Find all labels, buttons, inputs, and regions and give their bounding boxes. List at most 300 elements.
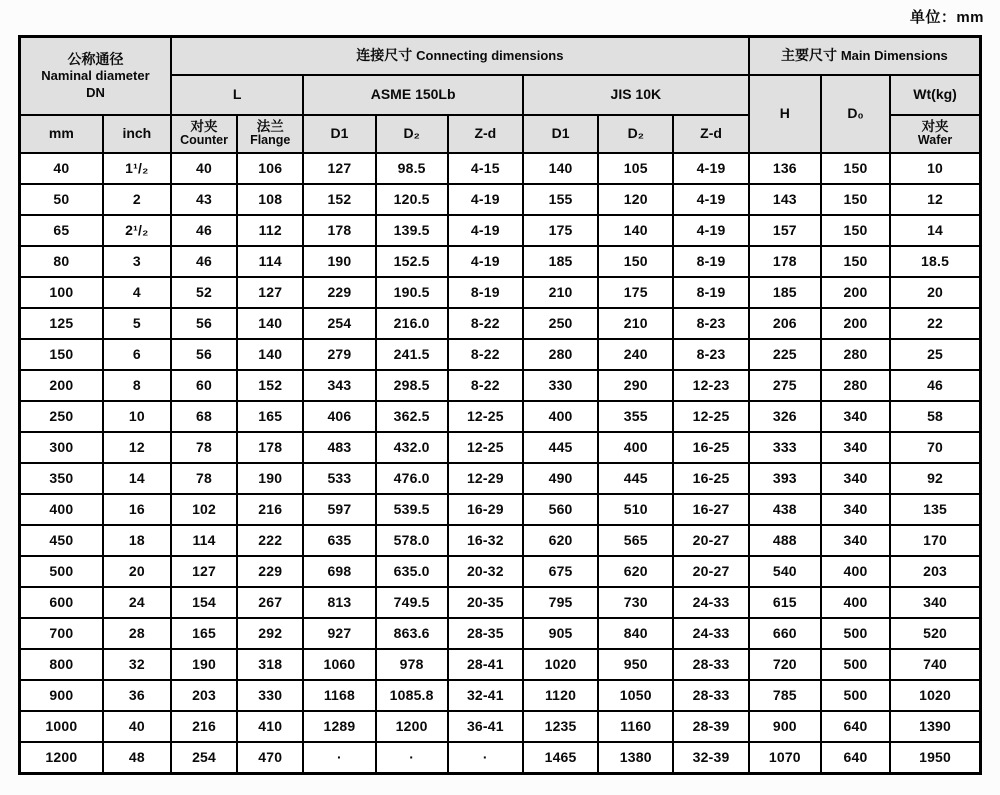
table-cell: 4-19 bbox=[673, 153, 748, 184]
table-cell: 476.0 bbox=[376, 463, 448, 494]
table-cell: 1085.8 bbox=[376, 680, 448, 711]
table-cell: 80 bbox=[20, 246, 103, 277]
table-cell: 46 bbox=[171, 215, 237, 246]
table-row bbox=[20, 153, 981, 184]
table-cell: 20-27 bbox=[673, 525, 748, 556]
table-cell: 1000 bbox=[20, 711, 103, 742]
table-cell: 24 bbox=[103, 587, 171, 618]
table-cell: 355 bbox=[598, 401, 673, 432]
table-cell: 222 bbox=[237, 525, 303, 556]
table-cell: 28-33 bbox=[673, 680, 748, 711]
table-cell: 18.5 bbox=[890, 246, 980, 277]
table-row bbox=[20, 649, 981, 680]
table-cell: 12 bbox=[103, 432, 171, 463]
table-cell: 343 bbox=[303, 370, 375, 401]
table-cell: 500 bbox=[821, 649, 890, 680]
table-row bbox=[20, 308, 981, 339]
table-cell: 635.0 bbox=[376, 556, 448, 587]
table-cell: 298.5 bbox=[376, 370, 448, 401]
table-cell: 333 bbox=[749, 432, 821, 463]
header-main-dimensions bbox=[749, 37, 981, 75]
table-cell: 216 bbox=[171, 711, 237, 742]
table-cell: 165 bbox=[237, 401, 303, 432]
table-cell: 24-33 bbox=[673, 587, 748, 618]
table-row bbox=[20, 463, 981, 494]
table-cell: 190 bbox=[171, 649, 237, 680]
table-cell: 410 bbox=[237, 711, 303, 742]
table-cell: 12-25 bbox=[448, 401, 523, 432]
table-cell: 620 bbox=[523, 525, 598, 556]
table-cell: 68 bbox=[171, 401, 237, 432]
table-cell: 78 bbox=[171, 463, 237, 494]
table-cell: 200 bbox=[821, 308, 890, 339]
table-row bbox=[20, 339, 981, 370]
table-cell: 178 bbox=[749, 246, 821, 277]
counter-zh: 对夹 bbox=[190, 118, 218, 134]
table-cell: 154 bbox=[171, 587, 237, 618]
table-cell: 32 bbox=[103, 649, 171, 680]
header-jis-10k: JIS 10K bbox=[523, 75, 749, 115]
table-cell: 275 bbox=[749, 370, 821, 401]
table-cell: 406 bbox=[303, 401, 375, 432]
table-cell: 20 bbox=[103, 556, 171, 587]
table-cell: 190 bbox=[237, 463, 303, 494]
table-cell: 400 bbox=[20, 494, 103, 525]
table-cell: 135 bbox=[890, 494, 980, 525]
table-cell: 112 bbox=[237, 215, 303, 246]
table-cell: 14 bbox=[103, 463, 171, 494]
table-cell: 1235 bbox=[523, 711, 598, 742]
table-cell: 32-39 bbox=[673, 742, 748, 774]
table-cell: 127 bbox=[303, 153, 375, 184]
table-cell: 140 bbox=[237, 308, 303, 339]
table-cell: 190 bbox=[303, 246, 375, 277]
table-cell: 50 bbox=[20, 184, 103, 215]
table-cell: 105 bbox=[598, 153, 673, 184]
table-cell: 4-19 bbox=[673, 215, 748, 246]
nominal-code: DN bbox=[86, 84, 105, 100]
table-cell: 65 bbox=[20, 215, 103, 246]
table-cell: 8-19 bbox=[448, 277, 523, 308]
table-cell: 22 bbox=[890, 308, 980, 339]
table-cell: 290 bbox=[598, 370, 673, 401]
table-row bbox=[20, 432, 981, 463]
flange-en: Flange bbox=[250, 133, 291, 148]
wafer-en: Wafer bbox=[917, 133, 953, 148]
table-cell: 185 bbox=[749, 277, 821, 308]
table-cell: 10 bbox=[890, 153, 980, 184]
table-cell: 216 bbox=[237, 494, 303, 525]
table-cell: 330 bbox=[237, 680, 303, 711]
table-cell: 150 bbox=[821, 153, 890, 184]
table-row bbox=[20, 370, 981, 401]
table-cell: 28 bbox=[103, 618, 171, 649]
table-cell: 483 bbox=[303, 432, 375, 463]
table-cell: 46 bbox=[890, 370, 980, 401]
table-cell: 4 bbox=[103, 277, 171, 308]
table-cell: 905 bbox=[523, 618, 598, 649]
table-cell: 28-33 bbox=[673, 649, 748, 680]
table-cell: 152.5 bbox=[376, 246, 448, 277]
table-cell: 863.6 bbox=[376, 618, 448, 649]
table-cell: 12-25 bbox=[448, 432, 523, 463]
table-row bbox=[20, 215, 981, 246]
wafer-zh: 对夹 bbox=[921, 118, 949, 134]
header-flange bbox=[237, 115, 303, 153]
table-cell: 840 bbox=[598, 618, 673, 649]
table-cell: 490 bbox=[523, 463, 598, 494]
table-cell: 28-39 bbox=[673, 711, 748, 742]
dimensions-table bbox=[18, 35, 982, 775]
table-cell: 1120 bbox=[523, 680, 598, 711]
table-cell: 560 bbox=[523, 494, 598, 525]
table-cell: 500 bbox=[20, 556, 103, 587]
table-cell: 40 bbox=[171, 153, 237, 184]
table-cell: 16 bbox=[103, 494, 171, 525]
table-cell: 539.5 bbox=[376, 494, 448, 525]
table-cell: 16-32 bbox=[448, 525, 523, 556]
header-jis-zd: Z-d bbox=[673, 115, 748, 153]
table-cell: 749.5 bbox=[376, 587, 448, 618]
table-cell: 520 bbox=[890, 618, 980, 649]
table-cell: 190.5 bbox=[376, 277, 448, 308]
table-cell: 127 bbox=[237, 277, 303, 308]
header-h: H bbox=[749, 75, 821, 153]
table-cell: 698 bbox=[303, 556, 375, 587]
table-cell: 1465 bbox=[523, 742, 598, 774]
table-cell: 4-19 bbox=[448, 215, 523, 246]
header-counter bbox=[171, 115, 237, 153]
header-nominal-diameter bbox=[20, 37, 171, 115]
table-cell: 340 bbox=[821, 401, 890, 432]
table-cell: 1050 bbox=[598, 680, 673, 711]
table-cell: 43 bbox=[171, 184, 237, 215]
table-cell: 16-27 bbox=[673, 494, 748, 525]
table-cell: 3 bbox=[103, 246, 171, 277]
table-cell: 32-41 bbox=[448, 680, 523, 711]
table-cell: 1289 bbox=[303, 711, 375, 742]
table-cell: 152 bbox=[303, 184, 375, 215]
table-cell: 12-25 bbox=[673, 401, 748, 432]
table-row bbox=[20, 618, 981, 649]
table-cell: 340 bbox=[821, 463, 890, 494]
table-cell: 14 bbox=[890, 215, 980, 246]
table-cell: 229 bbox=[303, 277, 375, 308]
table-cell: 120 bbox=[598, 184, 673, 215]
header-wafer bbox=[890, 115, 980, 153]
table-cell: 326 bbox=[749, 401, 821, 432]
table-cell: 8-19 bbox=[673, 246, 748, 277]
main-zh: 主要尺寸 bbox=[780, 47, 837, 64]
counter-en: Counter bbox=[180, 133, 228, 148]
table-cell: 100 bbox=[20, 277, 103, 308]
table-cell: 56 bbox=[171, 308, 237, 339]
table-cell: 150 bbox=[20, 339, 103, 370]
table-cell: 1380 bbox=[598, 742, 673, 774]
table-cell: 533 bbox=[303, 463, 375, 494]
table-cell: 795 bbox=[523, 587, 598, 618]
table-row bbox=[20, 494, 981, 525]
table-cell: 102 bbox=[171, 494, 237, 525]
table-cell: 400 bbox=[598, 432, 673, 463]
header-d0: D₀ bbox=[821, 75, 890, 153]
table-cell: 56 bbox=[171, 339, 237, 370]
table-cell: 170 bbox=[890, 525, 980, 556]
table-cell: 52 bbox=[171, 277, 237, 308]
table-cell: 12-23 bbox=[673, 370, 748, 401]
table-cell: 300 bbox=[20, 432, 103, 463]
table-cell: 136 bbox=[749, 153, 821, 184]
table-cell: 292 bbox=[237, 618, 303, 649]
table-cell: 106 bbox=[237, 153, 303, 184]
table-cell: 393 bbox=[749, 463, 821, 494]
table-cell: 140 bbox=[598, 215, 673, 246]
flange-zh: 法兰 bbox=[256, 118, 284, 134]
table-cell: 108 bbox=[237, 184, 303, 215]
table-cell: 4-15 bbox=[448, 153, 523, 184]
header-connecting-dimensions bbox=[171, 37, 749, 75]
table-cell: 98.5 bbox=[376, 153, 448, 184]
table-cell: 445 bbox=[598, 463, 673, 494]
table-cell: 28-35 bbox=[448, 618, 523, 649]
table-cell: 36 bbox=[103, 680, 171, 711]
table-cell: 565 bbox=[598, 525, 673, 556]
table-cell: 600 bbox=[20, 587, 103, 618]
table-cell: 635 bbox=[303, 525, 375, 556]
table-cell: 241.5 bbox=[376, 339, 448, 370]
header-asme-d1: D1 bbox=[303, 115, 375, 153]
table-cell: 18 bbox=[103, 525, 171, 556]
table-cell: 127 bbox=[171, 556, 237, 587]
table-row bbox=[20, 277, 981, 308]
header-wt: Wt(kg) bbox=[890, 75, 980, 115]
table-cell: 12-29 bbox=[448, 463, 523, 494]
nominal-zh: 公称通径 bbox=[67, 50, 124, 67]
table-cell: 152 bbox=[237, 370, 303, 401]
table-cell: 157 bbox=[749, 215, 821, 246]
table-cell: 36-41 bbox=[448, 711, 523, 742]
table-cell: 8 bbox=[103, 370, 171, 401]
table-cell: 450 bbox=[20, 525, 103, 556]
header-l: L bbox=[171, 75, 303, 115]
main-en: Main Dimensions bbox=[840, 48, 948, 64]
table-cell: 1160 bbox=[598, 711, 673, 742]
table-cell: 216.0 bbox=[376, 308, 448, 339]
table-cell: 400 bbox=[523, 401, 598, 432]
table-cell: 785 bbox=[749, 680, 821, 711]
table-cell: 46 bbox=[171, 246, 237, 277]
table-cell: 730 bbox=[598, 587, 673, 618]
table-cell: 175 bbox=[523, 215, 598, 246]
table-cell: 1168 bbox=[303, 680, 375, 711]
table-cell: 210 bbox=[598, 308, 673, 339]
table-cell: 70 bbox=[890, 432, 980, 463]
table-cell: 114 bbox=[171, 525, 237, 556]
table-cell: 400 bbox=[821, 587, 890, 618]
table-cell: 78 bbox=[171, 432, 237, 463]
table-cell: 578.0 bbox=[376, 525, 448, 556]
table-cell: 350 bbox=[20, 463, 103, 494]
table-cell: 279 bbox=[303, 339, 375, 370]
table-cell: 92 bbox=[890, 463, 980, 494]
table-cell: 4-19 bbox=[448, 184, 523, 215]
table-cell: 150 bbox=[821, 215, 890, 246]
table-row bbox=[20, 401, 981, 432]
table-cell: 8-23 bbox=[673, 339, 748, 370]
table-cell: 58 bbox=[890, 401, 980, 432]
table-cell: 1390 bbox=[890, 711, 980, 742]
table-cell: 660 bbox=[749, 618, 821, 649]
table-cell: 362.5 bbox=[376, 401, 448, 432]
table-cell: 8-22 bbox=[448, 339, 523, 370]
table-cell: 675 bbox=[523, 556, 598, 587]
table-cell: 200 bbox=[20, 370, 103, 401]
table-cell: 10 bbox=[103, 401, 171, 432]
table-cell: 206 bbox=[749, 308, 821, 339]
table-cell: 40 bbox=[20, 153, 103, 184]
nominal-en: Naminal diameter bbox=[41, 68, 150, 84]
table-row bbox=[20, 742, 981, 774]
table-cell: 2 bbox=[103, 184, 171, 215]
table-cell: 900 bbox=[20, 680, 103, 711]
table-cell: · bbox=[448, 742, 523, 774]
table-cell: 24-33 bbox=[673, 618, 748, 649]
table-cell: 12 bbox=[890, 184, 980, 215]
table-cell: 615 bbox=[749, 587, 821, 618]
table-cell: 8-22 bbox=[448, 308, 523, 339]
table-cell: 250 bbox=[20, 401, 103, 432]
table-cell: 597 bbox=[303, 494, 375, 525]
table-cell: 229 bbox=[237, 556, 303, 587]
table-cell: 48 bbox=[103, 742, 171, 774]
table-cell: 16-29 bbox=[448, 494, 523, 525]
table-cell: 640 bbox=[821, 742, 890, 774]
connecting-zh: 连接尺寸 bbox=[356, 47, 413, 64]
table-row bbox=[20, 556, 981, 587]
table-cell: 978 bbox=[376, 649, 448, 680]
table-cell: 340 bbox=[821, 494, 890, 525]
table-cell: 740 bbox=[890, 649, 980, 680]
table-cell: 4-19 bbox=[448, 246, 523, 277]
connecting-en: Connecting dimensions bbox=[416, 48, 564, 64]
table-cell: 155 bbox=[523, 184, 598, 215]
table-cell: 28-41 bbox=[448, 649, 523, 680]
table-cell: 1¹/₂ bbox=[103, 153, 171, 184]
table-cell: 150 bbox=[821, 184, 890, 215]
table-cell: 1020 bbox=[890, 680, 980, 711]
table-cell: 340 bbox=[821, 525, 890, 556]
header-asme-d2: D₂ bbox=[376, 115, 448, 153]
header-jis-d1: D1 bbox=[523, 115, 598, 153]
table-cell: 438 bbox=[749, 494, 821, 525]
table-cell: 500 bbox=[821, 680, 890, 711]
table-cell: 150 bbox=[598, 246, 673, 277]
table-cell: 210 bbox=[523, 277, 598, 308]
table-cell: 400 bbox=[821, 556, 890, 587]
table-cell: 700 bbox=[20, 618, 103, 649]
table-cell: 267 bbox=[237, 587, 303, 618]
table-cell: 280 bbox=[523, 339, 598, 370]
header-asme-zd: Z-d bbox=[448, 115, 523, 153]
table-cell: 254 bbox=[171, 742, 237, 774]
table-cell: 1950 bbox=[890, 742, 980, 774]
table-row bbox=[20, 525, 981, 556]
table-cell: 200 bbox=[821, 277, 890, 308]
table-cell: 20-32 bbox=[448, 556, 523, 587]
table-cell: 139.5 bbox=[376, 215, 448, 246]
table-row bbox=[20, 246, 981, 277]
table-cell: 8-19 bbox=[673, 277, 748, 308]
table-cell: 640 bbox=[821, 711, 890, 742]
table-row bbox=[20, 184, 981, 215]
table-cell: 1200 bbox=[376, 711, 448, 742]
table-cell: 470 bbox=[237, 742, 303, 774]
table-cell: 950 bbox=[598, 649, 673, 680]
table-cell: 20-27 bbox=[673, 556, 748, 587]
table-cell: 280 bbox=[821, 339, 890, 370]
header-row-1 bbox=[20, 37, 981, 75]
table-cell: 500 bbox=[821, 618, 890, 649]
table-cell: 140 bbox=[523, 153, 598, 184]
table-cell: 120.5 bbox=[376, 184, 448, 215]
table-cell: 4-19 bbox=[673, 184, 748, 215]
unit-label: 单位：mm bbox=[909, 9, 984, 26]
table-cell: 8-22 bbox=[448, 370, 523, 401]
table-cell: 25 bbox=[890, 339, 980, 370]
table-cell: 40 bbox=[103, 711, 171, 742]
header-inch: inch bbox=[103, 115, 171, 153]
table-cell: 488 bbox=[749, 525, 821, 556]
table-cell: 720 bbox=[749, 649, 821, 680]
table-cell: 800 bbox=[20, 649, 103, 680]
table-cell: 165 bbox=[171, 618, 237, 649]
table-cell: 203 bbox=[890, 556, 980, 587]
table-cell: 280 bbox=[821, 370, 890, 401]
table-cell: 20 bbox=[890, 277, 980, 308]
table-cell: 5 bbox=[103, 308, 171, 339]
table-cell: 125 bbox=[20, 308, 103, 339]
table-cell: 900 bbox=[749, 711, 821, 742]
table-cell: 445 bbox=[523, 432, 598, 463]
table-cell: 432.0 bbox=[376, 432, 448, 463]
table-cell: 620 bbox=[598, 556, 673, 587]
table-cell: 150 bbox=[821, 246, 890, 277]
table-cell: 2¹/₂ bbox=[103, 215, 171, 246]
table-cell: 1070 bbox=[749, 742, 821, 774]
table-cell: 250 bbox=[523, 308, 598, 339]
table-cell: 510 bbox=[598, 494, 673, 525]
table-cell: 240 bbox=[598, 339, 673, 370]
header-mm: mm bbox=[20, 115, 103, 153]
header-asme-150lb: ASME 150Lb bbox=[303, 75, 523, 115]
table-cell: 813 bbox=[303, 587, 375, 618]
table-cell: 330 bbox=[523, 370, 598, 401]
table-cell: 927 bbox=[303, 618, 375, 649]
table-cell: 340 bbox=[821, 432, 890, 463]
table-cell: 340 bbox=[890, 587, 980, 618]
table-row bbox=[20, 587, 981, 618]
table-cell: 175 bbox=[598, 277, 673, 308]
table-row bbox=[20, 680, 981, 711]
table-cell: 1020 bbox=[523, 649, 598, 680]
table-cell: · bbox=[376, 742, 448, 774]
table-cell: 225 bbox=[749, 339, 821, 370]
table-cell: 178 bbox=[237, 432, 303, 463]
table-cell: 540 bbox=[749, 556, 821, 587]
table-body bbox=[20, 153, 981, 774]
table-cell: 178 bbox=[303, 215, 375, 246]
table-cell: 6 bbox=[103, 339, 171, 370]
